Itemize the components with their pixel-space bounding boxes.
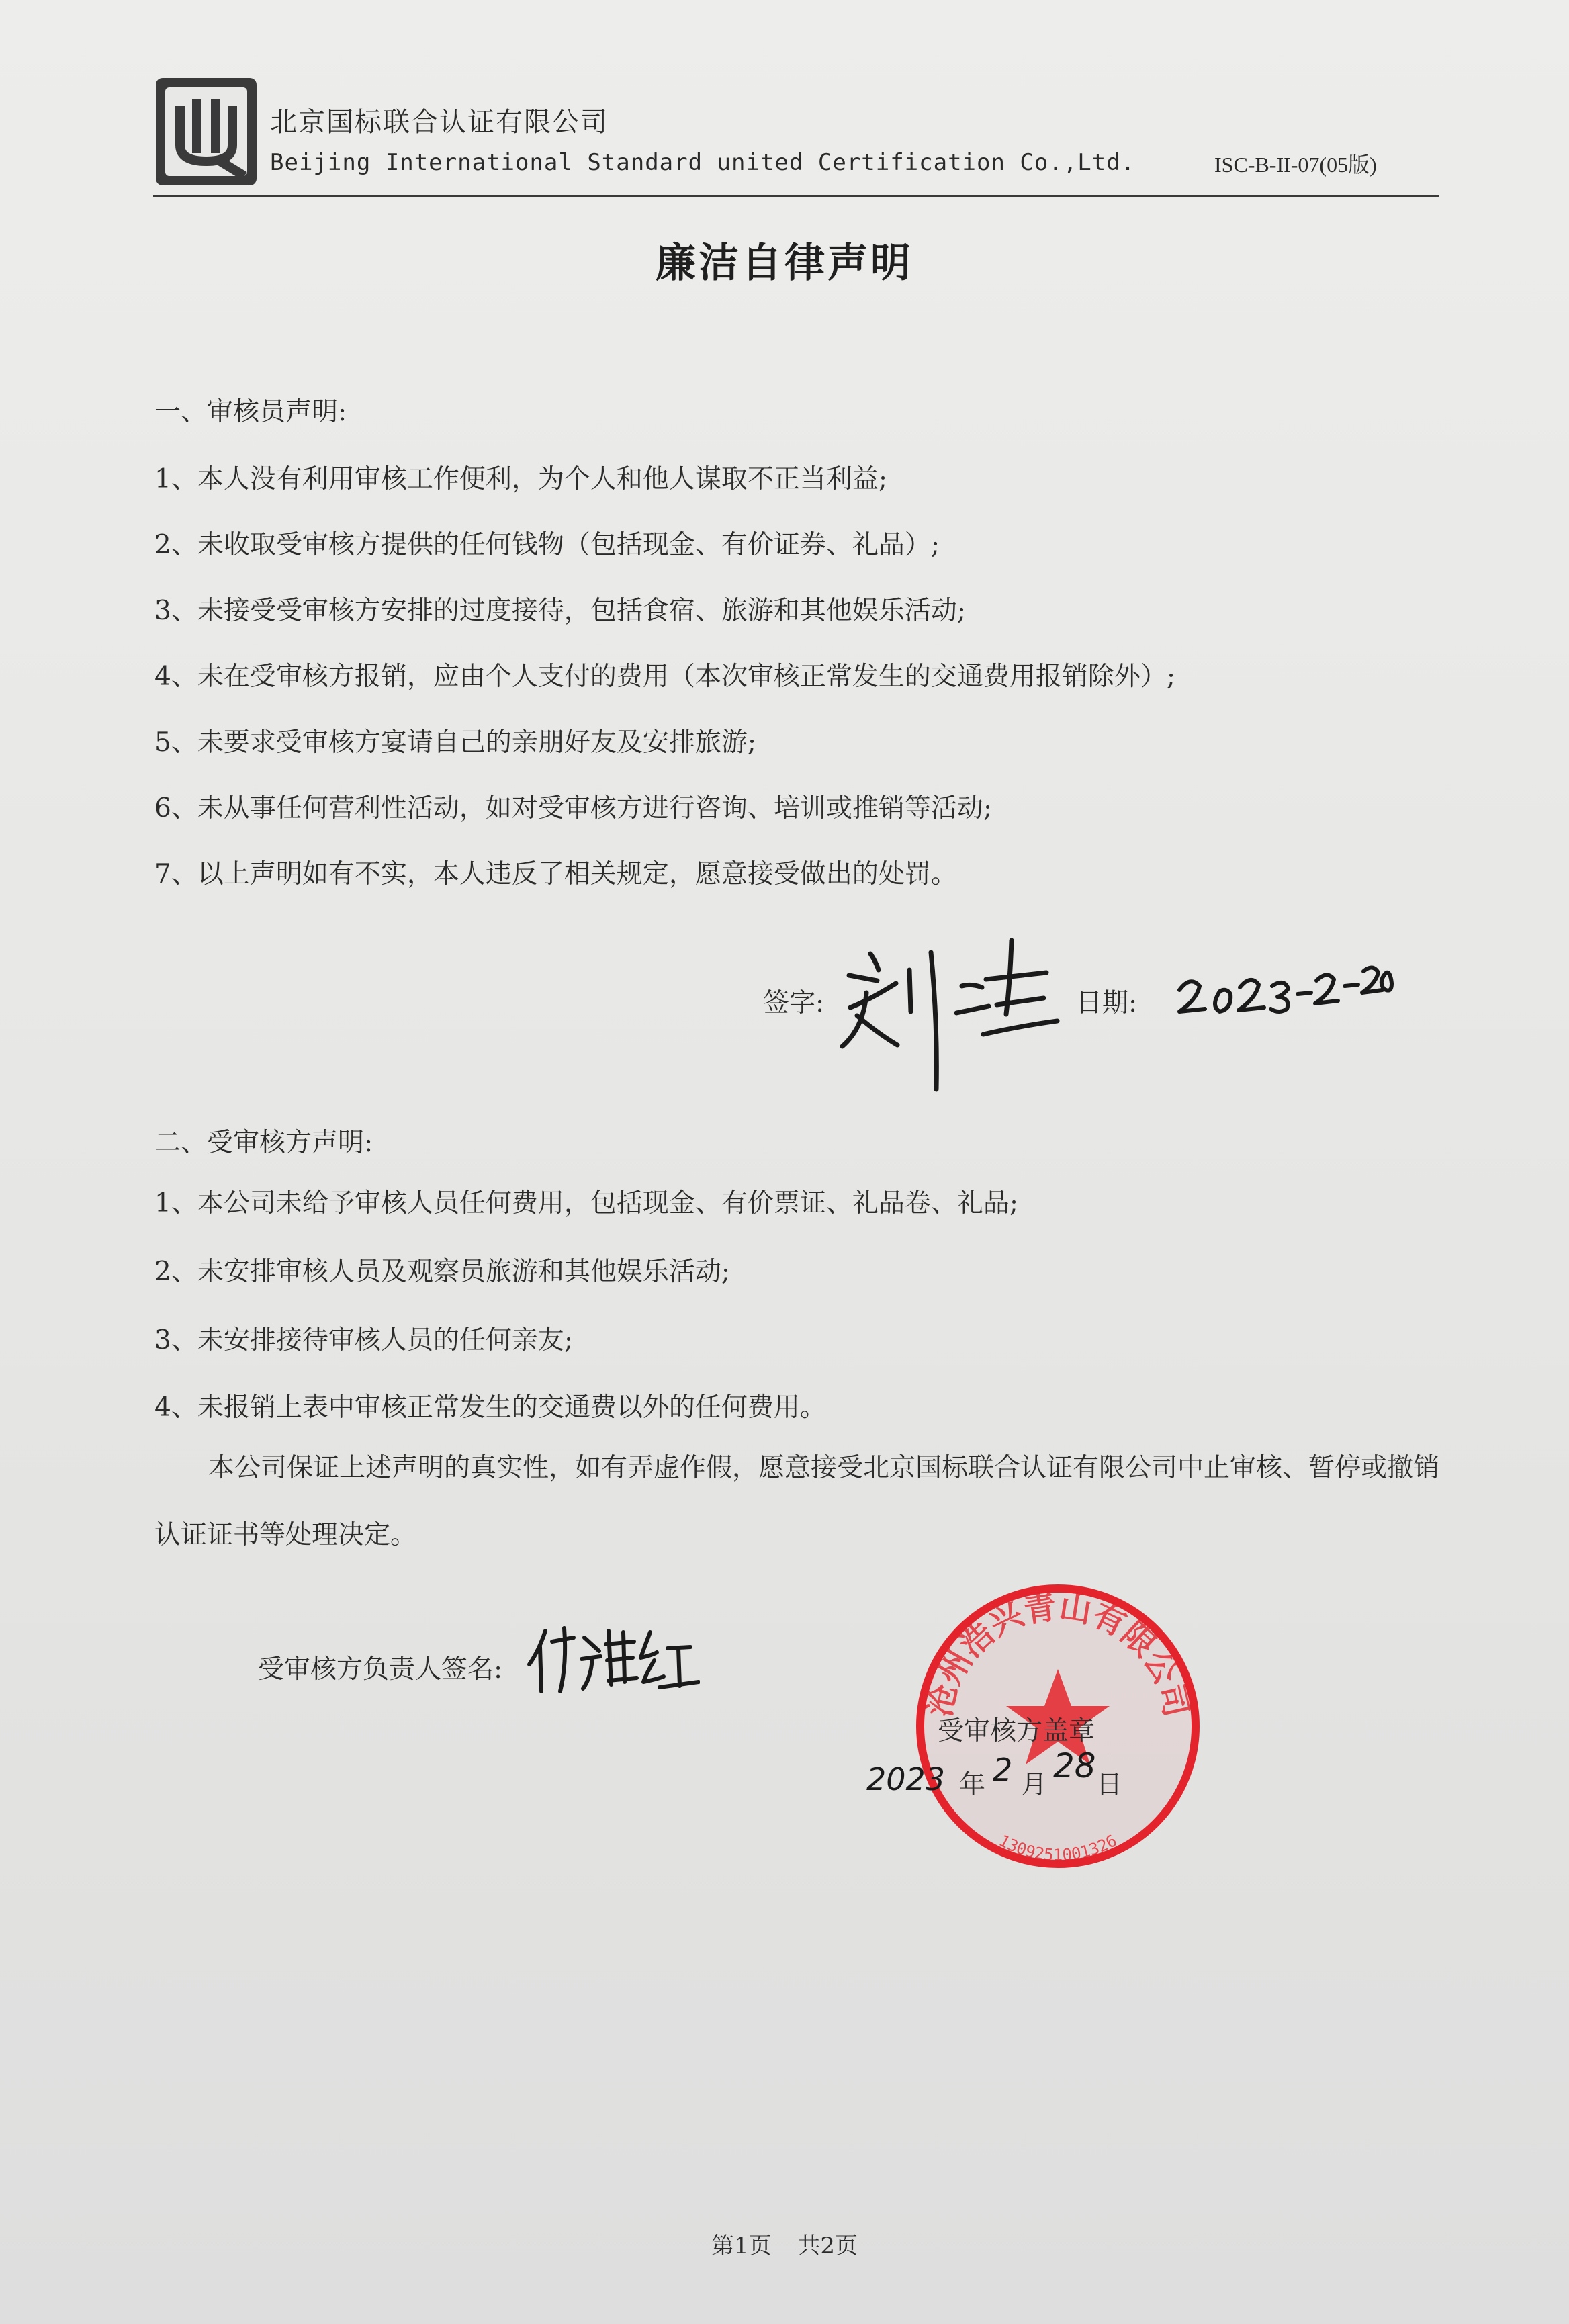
section2-item: 2、未安排审核人员及观察员旅游和其他娱乐活动; <box>154 1257 730 1287</box>
company-name-en: Beijing International Standard united Certification Co.,Ltd. <box>270 149 1136 176</box>
page-total: 共2页 <box>797 2233 858 2260</box>
section1-heading: 一、审核员声明: <box>154 397 347 427</box>
responsible-signature <box>525 1617 700 1698</box>
responsible-sign-label: 受审核方负责人签名: <box>258 1654 503 1685</box>
section2-item: 4、未报销上表中审核正常发生的交通费以外的任何费用。 <box>154 1392 826 1423</box>
auditor-date-handwritten <box>1173 951 1394 1025</box>
seal-date-day: 28 <box>1053 1746 1096 1785</box>
document-title: 廉洁自律声明 <box>656 240 913 287</box>
section1-item: 5、未要求受审核方宴请自己的亲朋好友及安排旅游; <box>154 727 756 758</box>
section1-item: 3、未接受受审核方安排的过度接待，包括食宿、旅游和其他娱乐活动; <box>154 596 966 626</box>
seal-date-year: 2023 <box>866 1761 946 1797</box>
seal-date-month-unit: 月 <box>1021 1770 1048 1800</box>
page-footer <box>0 2227 1569 2260</box>
section2-item: 3、未安排接待审核人员的任何亲友; <box>154 1325 573 1355</box>
auditor-date-label: 日期: <box>1076 988 1138 1018</box>
section2-item: 1、本公司未给予审核人员任何费用，包括现金、有价票证、礼品卷、礼品; <box>154 1188 1018 1218</box>
seal-date-day-unit: 日 <box>1096 1770 1123 1800</box>
section2-heading: 二、受审核方声明: <box>154 1128 373 1158</box>
section1-item: 7、以上声明如有不实，本人违反了相关规定，愿意接受做出的处罚。 <box>154 859 957 889</box>
document-code: ISC-B-II-07(05版) <box>1214 152 1377 177</box>
iso-certification-logo-icon <box>153 75 259 188</box>
auditor-sign-label: 签字: <box>763 988 825 1018</box>
guarantee-paragraph: 本公司保证上述声明的真实性，如有弄虚作假，愿意接受北京国标联合认证有限公司中止审核、暂停或撤销认证证书等处理决定。 <box>154 1453 1440 1550</box>
seal-date-year-unit: 年 <box>959 1770 986 1800</box>
section1-item: 4、未在受审核方报销，应由个人支付的费用（本次审核正常发生的交通费用报销除外）; <box>154 662 1175 692</box>
seal-date-month: 2 <box>993 1752 1013 1788</box>
section1-item: 1、本人没有利用审核工作便利，为个人和他人谋取不正当利益; <box>154 464 887 494</box>
seal-label: 受审核方盖章 <box>938 1716 1095 1746</box>
seal-number: 1309251001326 <box>995 1831 1120 1865</box>
header-divider <box>153 195 1439 197</box>
section1-item: 6、未从事任何营利性活动，如对受审核方进行咨询、培训或推销等活动; <box>154 793 992 823</box>
section1-item: 2、未收取受审核方提供的任何钱物（包括现金、有价证券、礼品）; <box>154 530 940 560</box>
page-number: 第1页 <box>711 2233 772 2260</box>
auditor-signature <box>830 913 1072 1108</box>
seal-text: 沧州浩兴青山有限公司 <box>920 1588 1196 1721</box>
company-name-cn: 北京国标联合认证有限公司 <box>270 107 609 138</box>
